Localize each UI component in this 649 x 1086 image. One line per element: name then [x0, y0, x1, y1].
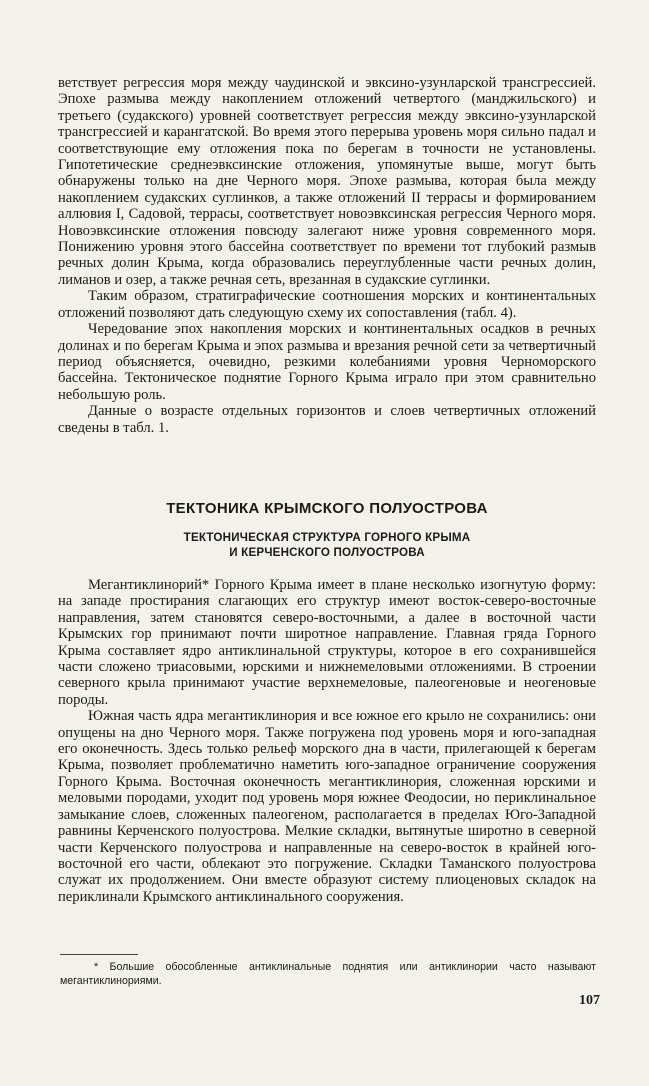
footnote-divider	[60, 954, 138, 955]
page-number: 107	[579, 993, 600, 1008]
paragraph-continued: ветствует регрессия моря между чаудинской и эвксино-узунларской трансгрессией. Эпохе размыва между накоплением отложений четвертого (манджильского) и третьего (судакского) уровней соответствует регрессия между эвксино-узунларской трансгрессией и карангатской. Во время этого перерыва уровень моря сильно падал и соответствующие ему отложения пока по берегам в точности не установлены. Гипотетические среднеэвксинские отложения, упомянутые выше, могут быть обнаружены только на дне Черного моря. Эпохе размыва, которая была между накоплением судакских суглинков, а также отложений II террасы и формированием аллювия I, Садовой, террасы, соответствует новоэвксинская регрессия Черного моря. Новоэвксинские отложения повсюду залегают ниже уровня современного моря. Понижению уровня этого бассейна соответствует по времени тот глубокий размыв речных долин Крыма, когда образовались переуглубленные части речных долин, лиманов и озер, а также речная сеть, врезанная в судакские суглинки.	[58, 75, 596, 288]
paragraph-data-age: Данные о возрасте отдельных горизонтов и слоев четвертичных отложений сведены в табл. 1.	[58, 403, 596, 436]
footnote	[60, 961, 596, 988]
subsection-title	[58, 530, 596, 560]
paragraph-alternation: Чередование эпох накопления морских и континентальных осадков в речных долинах и по берегам Крыма и эпох размыва и врезания речной сети за четвертичный период объясняется, очевидно, резкими колебаниями уровня Черноморского бассейна. Тектоническое поднятие Горного Крыма играло при этом сравнительно небольшую роль.	[58, 321, 596, 403]
section-title: ТЕКТОНИКА КРЫМСКОГО ПОЛУОСТРОВА	[166, 500, 488, 517]
subsection-title-line-2: И КЕРЧЕНСКОГО ПОЛУОСТРОВА	[229, 546, 425, 559]
paragraph-meganticlinorium: Мегантиклинорий* Горного Крыма имеет в плане несколько изогнутую форму: на западе простирания слагающих его структур имеют восток-северо-восточные направления, затем становятся северо-восточными, а далее в восточной части Крымских гор принимают почти широтное направление. Главная гряда Горного Крыма составляет ядро антиклинальной структуры, которое в его сохранившейся части сложено триасовыми, юрскими и нижнемеловыми отложениями. В строении северного крыла принимают участие верхнемеловые, палеогеновые и неогеновые породы.	[58, 577, 596, 708]
subsection-title-line-1: ТЕКТОНИЧЕСКАЯ СТРУКТУРА ГОРНОГО КРЫМА	[183, 531, 471, 544]
footnote-text: * Большие обособленные антиклинальные поднятия или антиклинории часто называют мегантиклинориями.	[60, 961, 596, 987]
paragraph-schema: Таким образом, стратиграфические соотношения морских и континентальных отложений позволяют дать следующую схему их сопоставления (табл. 4).	[58, 288, 596, 321]
body-text-bottom	[58, 577, 596, 905]
body-text-top	[58, 75, 596, 436]
paragraph-southern-part: Южная часть ядра мегантиклинория и все южное его крыло не сохранились: они опущены на дно Черного моря. Также погружена под уровень моря и юго-западная его оконечность. Здесь только рельеф морского дна в части, прилегающей к берегам Крыма, позволяет проблематично наметить юго-западное ограничение сооружения Горного Крыма. Восточная оконечность мегантиклинория, сложенная юрскими и меловыми породами, уходит под уровень моря южнее Феодосии, но периклинальное замыкание слоев, сложенных палеогеном, располагается в пределах Юго-Западной равнины Керченского полуострова. Мелкие складки, вытянутые широтно в северной части Керченского полуострова и направленные на северо-восток в крайней юго-восточной его части, облекают это погружение. Складки Таманского полуострова служат их продолжением. Они вместе образуют систему плиоценовых складок на периклинали Крымского антиклинального сооружения.	[58, 708, 596, 905]
